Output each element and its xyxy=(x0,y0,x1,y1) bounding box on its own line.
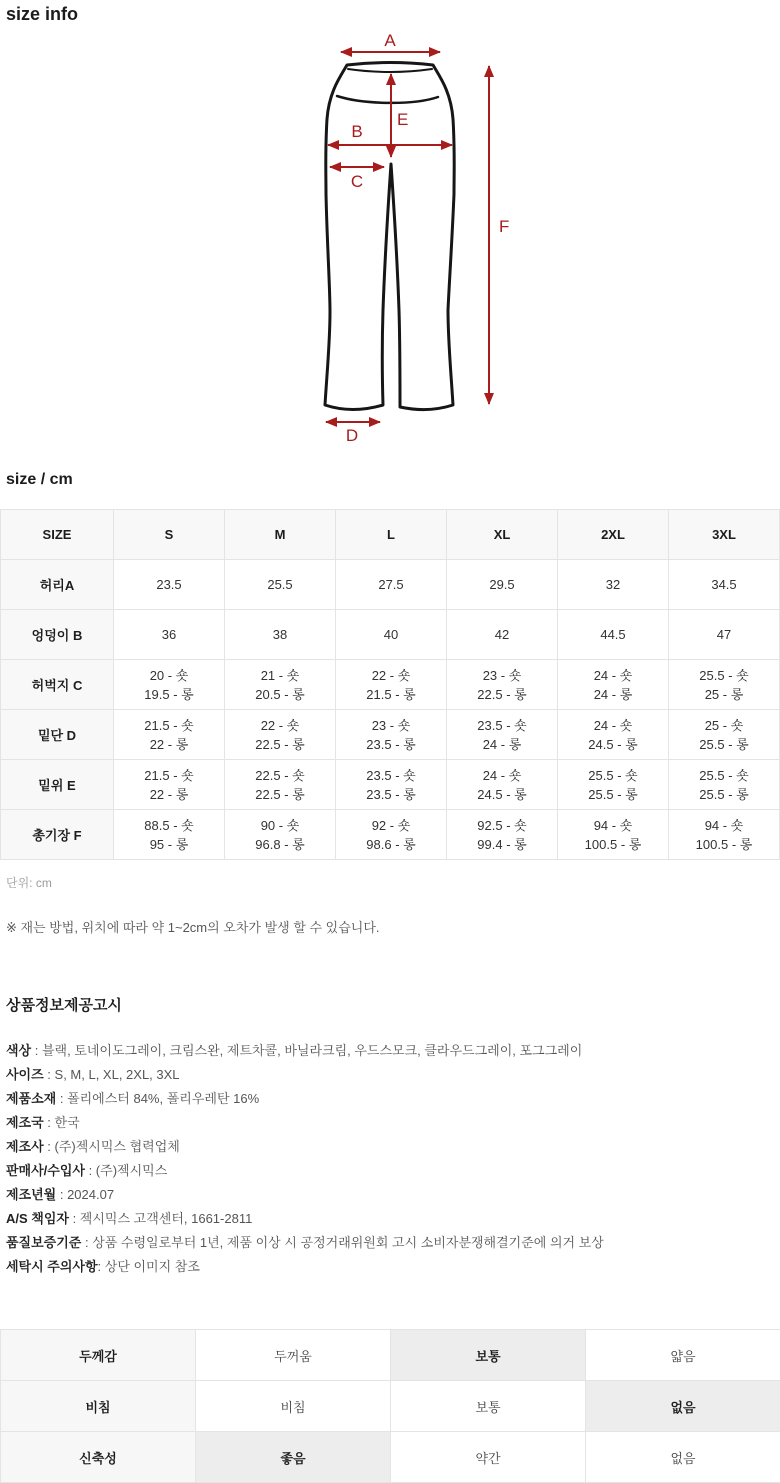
size-table xyxy=(0,509,780,860)
size-table-cell: 24 - 숏 24.5 - 롱 xyxy=(447,760,558,810)
label-f: F xyxy=(499,217,510,236)
product-notice-heading: 상품정보제공고시 xyxy=(6,997,122,1014)
product-notice-item xyxy=(6,1111,780,1135)
size-table-cell: 40 xyxy=(336,610,447,660)
size-table-cell: 25.5 - 숏 25 - 롱 xyxy=(669,660,780,710)
size-table-cell: 23 - 숏 23.5 - 롱 xyxy=(336,710,447,760)
size-table-row-label: 엉덩이 B xyxy=(1,610,114,660)
size-table-cell: 32 xyxy=(558,560,669,610)
size-table-cell: 47 xyxy=(669,610,780,660)
pants-outline xyxy=(325,63,454,410)
size-table-header-cell: M xyxy=(225,510,336,560)
size-table-cell: 44.5 xyxy=(558,610,669,660)
size-table-cell: 29.5 xyxy=(447,560,558,610)
size-table-cell: 25.5 xyxy=(225,560,336,610)
product-notice-item-value: : (주)젝시믹스 xyxy=(84,1163,168,1178)
label-d: D xyxy=(345,426,359,445)
product-notice-item-label: 품질보증기준 xyxy=(6,1235,82,1250)
label-b: B xyxy=(351,122,363,141)
size-table-cell: 20 - 숏 19.5 - 롱 xyxy=(114,660,225,710)
measurement-labels xyxy=(346,31,510,445)
fabric-table-row xyxy=(1,1381,780,1432)
size-table-cell: 21.5 - 숏 22 - 롱 xyxy=(114,760,225,810)
size-table-cell: 23.5 - 숏 24 - 롱 xyxy=(447,710,558,760)
product-notice-item xyxy=(6,1135,780,1159)
product-notice-item-label: 제품소재 xyxy=(6,1091,57,1106)
product-notice-item-value: : (주)젝시믹스 협력업체 xyxy=(43,1139,180,1154)
size-table-header-cell: L xyxy=(336,510,447,560)
product-notice-item-value: : 젝시믹스 고객센터, 1661-2811 xyxy=(68,1211,253,1226)
size-table-cell: 22.5 - 숏 22.5 - 롱 xyxy=(225,760,336,810)
size-table-cell: 24 - 숏 24 - 롱 xyxy=(558,660,669,710)
product-notice-item-label: A/S 책임자 xyxy=(6,1211,69,1226)
size-table-cell: 23.5 xyxy=(114,560,225,610)
unit-note: 단위: cm xyxy=(6,876,52,890)
size-table-cell: 94 - 숏 100.5 - 롱 xyxy=(669,810,780,860)
size-table-cell: 21.5 - 숏 22 - 롱 xyxy=(114,710,225,760)
fabric-option-cell: 보통 xyxy=(391,1381,586,1432)
product-notice-item-value: : 2024.07 xyxy=(56,1187,115,1202)
fabric-option-cell: 얇음 xyxy=(586,1330,780,1381)
size-table-row-label: 허벅지 C xyxy=(1,660,114,710)
product-notice-item-value: : 한국 xyxy=(43,1115,80,1130)
fabric-table-row xyxy=(1,1330,780,1381)
fabric-option-cell: 없음 xyxy=(586,1432,780,1483)
size-table-cell: 27.5 xyxy=(336,560,447,610)
product-notice-item xyxy=(6,1159,780,1183)
product-notice-item xyxy=(6,1183,780,1207)
size-table-header-cell: XL xyxy=(447,510,558,560)
product-notice-item-value: : 상단 이미지 참조 xyxy=(97,1259,200,1274)
size-table-cell: 25.5 - 숏 25.5 - 롱 xyxy=(558,760,669,810)
size-table-cell: 90 - 숏 96.8 - 롱 xyxy=(225,810,336,860)
fabric-option-cell: 비침 xyxy=(196,1381,391,1432)
size-table-cell: 92.5 - 숏 99.4 - 롱 xyxy=(447,810,558,860)
size-table-header-row xyxy=(1,510,780,560)
product-notice-list xyxy=(6,1039,780,1279)
size-table-row xyxy=(1,610,780,660)
fabric-option-cell-selected: 보통 xyxy=(391,1330,586,1381)
label-c: C xyxy=(350,172,364,191)
size-table-row-label: 총기장 F xyxy=(1,810,114,860)
product-notice-item xyxy=(6,1231,780,1255)
fabric-option-cell: 약간 xyxy=(391,1432,586,1483)
size-table-header-cell: SIZE xyxy=(1,510,114,560)
fabric-option-cell: 두꺼움 xyxy=(196,1330,391,1381)
product-notice-item-value: : 블랙, 토네이도그레이, 크림스완, 제트차콜, 바닐라크림, 우드스모크, 클라우드그레이, 포그그레이 xyxy=(31,1043,583,1058)
size-table-cell: 34.5 xyxy=(669,560,780,610)
product-notice-item xyxy=(6,1207,780,1231)
fabric-option-cell-selected: 없음 xyxy=(586,1381,780,1432)
product-notice-item xyxy=(6,1255,780,1279)
pants-measurement-diagram xyxy=(0,27,780,457)
size-table-cell: 38 xyxy=(225,610,336,660)
label-e: E xyxy=(397,110,409,129)
fabric-table-row xyxy=(1,1432,780,1483)
product-notice-item-label: 제조국 xyxy=(6,1115,44,1130)
size-table-cell: 23 - 숏 22.5 - 롱 xyxy=(447,660,558,710)
fabric-option-cell-selected: 좋음 xyxy=(196,1432,391,1483)
size-table-cell: 92 - 숏 98.6 - 롱 xyxy=(336,810,447,860)
size-table-header-cell: S xyxy=(114,510,225,560)
product-notice-item-label: 세탁시 주의사항 xyxy=(6,1259,98,1274)
fabric-table-row-label: 신축성 xyxy=(1,1432,196,1483)
size-table-cell: 94 - 숏 100.5 - 롱 xyxy=(558,810,669,860)
size-table-cell: 23.5 - 숏 23.5 - 롱 xyxy=(336,760,447,810)
product-notice-item xyxy=(6,1063,780,1087)
product-notice-item-label: 판매사/수입사 xyxy=(6,1163,85,1178)
product-notice-item-label: 색상 xyxy=(6,1043,32,1058)
product-notice-item-value: : S, M, L, XL, 2XL, 3XL xyxy=(43,1067,180,1082)
product-notice-item-value: : 상품 수령일로부터 1년, 제품 이상 시 공정거래위원회 고시 소비자분쟁해결기준에 의거 보상 xyxy=(81,1235,604,1250)
size-table-cell: 24 - 숏 24.5 - 롱 xyxy=(558,710,669,760)
size-table-row-label: 허리A xyxy=(1,560,114,610)
size-table-cell: 36 xyxy=(114,610,225,660)
size-table-cell: 42 xyxy=(447,610,558,660)
size-table-row xyxy=(1,710,780,760)
product-notice-item-label: 제조사 xyxy=(6,1139,44,1154)
measurement-arrows xyxy=(326,52,489,422)
product-notice-item-label: 사이즈 xyxy=(6,1067,44,1082)
size-table-cell: 88.5 - 숏 95 - 롱 xyxy=(114,810,225,860)
size-table-row xyxy=(1,760,780,810)
size-table-row xyxy=(1,560,780,610)
size-table-cell: 22 - 숏 21.5 - 롱 xyxy=(336,660,447,710)
size-table-cell: 25.5 - 숏 25.5 - 롱 xyxy=(669,760,780,810)
page-title: size info xyxy=(6,4,79,24)
size-table-cell: 21 - 숏 20.5 - 롱 xyxy=(225,660,336,710)
fabric-table xyxy=(0,1329,780,1483)
fabric-table-row-label: 비침 xyxy=(1,1381,196,1432)
label-a: A xyxy=(384,31,396,50)
size-table-header-cell: 3XL xyxy=(669,510,780,560)
product-notice-item-value: : 폴리에스터 84%, 폴리우레탄 16% xyxy=(56,1091,260,1106)
product-notice-item-label: 제조년월 xyxy=(6,1187,57,1202)
tolerance-note: ※ 재는 방법, 위치에 따라 약 1~2cm의 오차가 발생 할 수 있습니다. xyxy=(6,920,380,935)
size-table-header-cell: 2XL xyxy=(558,510,669,560)
pants-diagram-svg xyxy=(0,27,780,457)
size-table-row-label: 밑단 D xyxy=(1,710,114,760)
fabric-table-row-label: 두께감 xyxy=(1,1330,196,1381)
product-notice-item xyxy=(6,1039,780,1063)
size-table-row-label: 밑위 E xyxy=(1,760,114,810)
size-table-row xyxy=(1,660,780,710)
size-cm-heading: size / cm xyxy=(6,471,73,488)
product-notice-item xyxy=(6,1087,780,1111)
size-table-row xyxy=(1,810,780,860)
size-table-cell: 25 - 숏 25.5 - 롱 xyxy=(669,710,780,760)
size-table-cell: 22 - 숏 22.5 - 롱 xyxy=(225,710,336,760)
